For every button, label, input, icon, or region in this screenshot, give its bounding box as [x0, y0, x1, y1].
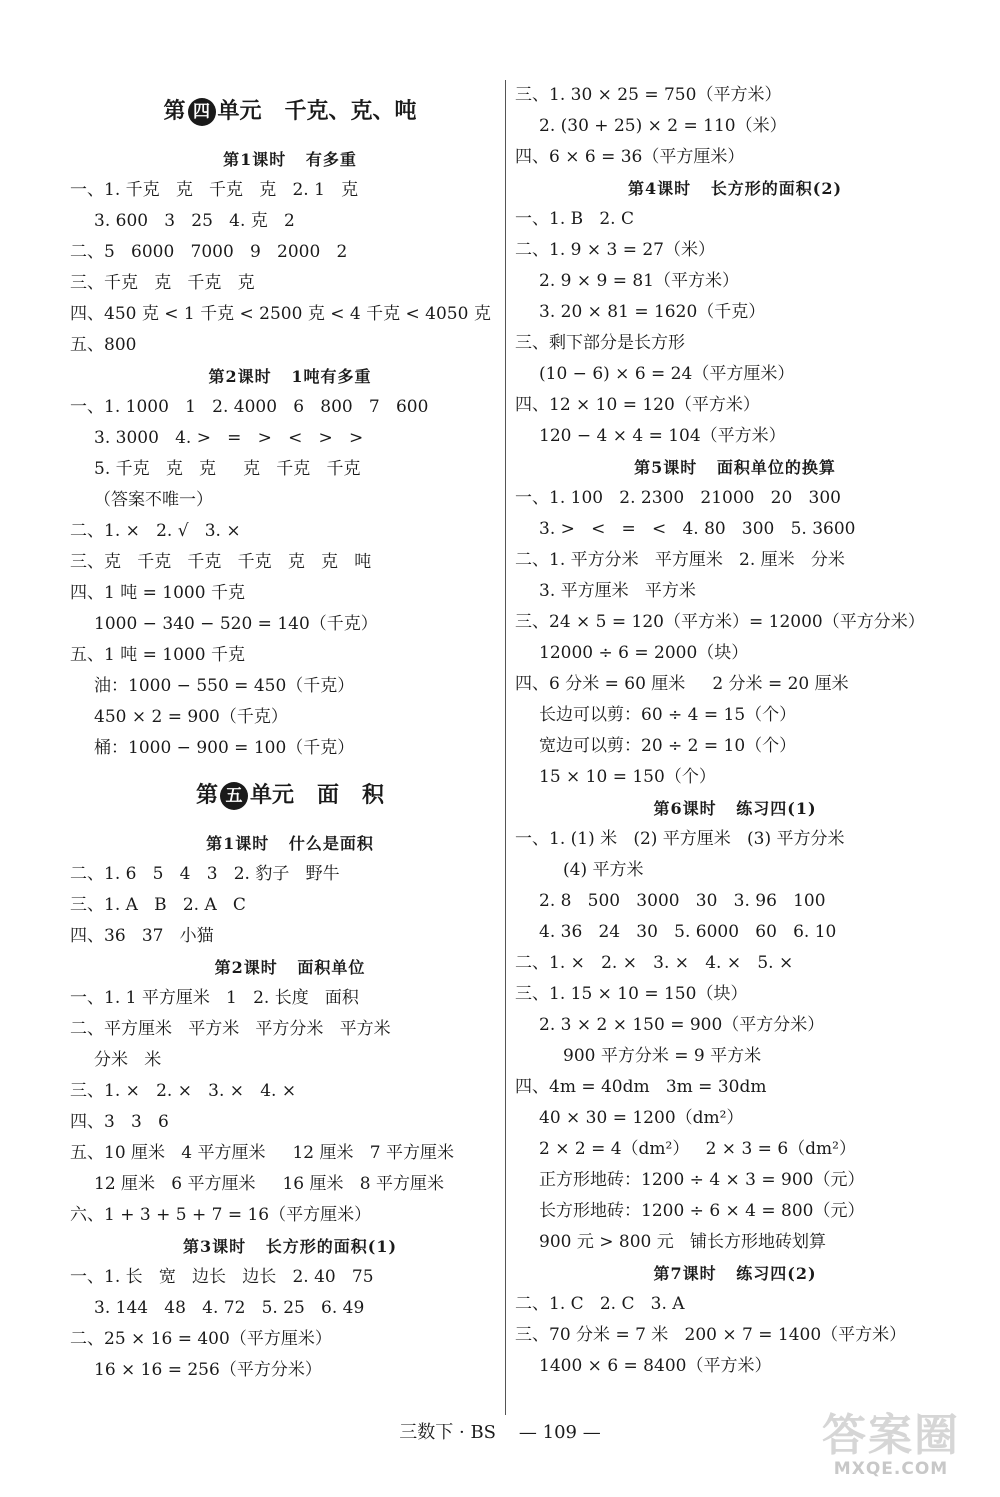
answer-line: (10 − 6) × 6 = 24（平方厘米）	[539, 364, 795, 384]
answer-line: 4. 36 24 30 5. 6000 60 6. 10	[539, 922, 837, 942]
lesson-title: 第4课时 长方形的面积(2)	[627, 179, 843, 198]
answer-line: 五、1 吨 = 1000 千克	[70, 645, 245, 665]
answer-line: 二、平方厘米 平方米 平方分米 平方米	[70, 1019, 391, 1039]
answer-line: 五、10 厘米 4 平方厘米 12 厘米 7 平方厘米	[70, 1143, 454, 1163]
answer-line: 2. (30 + 25) × 2 = 110（米）	[539, 116, 787, 136]
answer-line: 一、1. B 2. C	[515, 209, 634, 229]
answer-line: 3. 20 × 81 = 1620（千克）	[539, 302, 766, 322]
answer-line: 四、3 3 6	[70, 1112, 169, 1132]
answer-line: （答案不唯一）	[94, 490, 213, 510]
unit-prefix: 第	[196, 783, 219, 808]
answer-line: 一、1. (1) 米 (2) 平方厘米 (3) 平方分米	[515, 829, 845, 849]
answer-line: 3. 平方厘米 平方米	[539, 581, 696, 601]
answer-line: 3. > < = < 4. 80 300 5. 3600	[539, 519, 856, 539]
right-column	[515, 80, 955, 1382]
answer-line: 3. 144 48 4. 72 5. 25 6. 49	[94, 1298, 365, 1318]
answer-line: 2. 8 500 3000 30 3. 96 100	[539, 891, 826, 911]
lesson-title: 第6课时 练习四(1)	[653, 799, 817, 818]
answer-line: 三、1. × 2. × 3. × 4. ×	[70, 1081, 297, 1101]
answer-line: 三、24 × 5 = 120（平方米）= 12000（平方分米）	[515, 612, 925, 632]
unit-title: 单元 面 积	[250, 783, 384, 808]
watermark-url: MXQE.COM	[833, 1459, 949, 1479]
answer-line: 二、1. 9 × 3 = 27（米）	[515, 240, 715, 260]
answer-line: 3. 3000 4. > = > < > >	[94, 428, 364, 448]
answer-line: 四、450 克 < 1 千克 < 2500 克 < 4 千克 < 4050 克	[70, 304, 491, 324]
answer-line: 一、1. 千克 克 千克 克 2. 1 克	[70, 180, 359, 200]
answer-line: 二、1. × 2. × 3. × 4. × 5. ×	[515, 953, 794, 973]
answer-line: 分米 米	[94, 1050, 162, 1070]
answer-line: 900 平方分米 = 9 平方米	[563, 1046, 762, 1066]
watermark-text: 答案圈	[822, 1410, 960, 1461]
answer-line: 40 × 30 = 1200（dm²）	[539, 1108, 744, 1128]
lesson-title: 第5课时 面积单位的换算	[634, 458, 836, 477]
answer-line: 二、1. C 2. C 3. A	[515, 1294, 685, 1314]
answer-line: 二、1. × 2. √ 3. ×	[70, 521, 241, 541]
answer-line: 3. 600 3 25 4. 克 2	[94, 211, 295, 231]
answer-line: 四、4m = 40dm 3m = 30dm	[515, 1077, 767, 1097]
answer-line: 三、克 千克 千克 千克 克 克 吨	[70, 552, 372, 572]
unit-4-heading	[70, 80, 510, 144]
answer-line: 四、36 37 小猫	[70, 926, 214, 946]
answer-line: 四、12 × 10 = 120（平方米）	[515, 395, 760, 415]
answer-line: 5. 千克 克 克 克 千克 千克	[94, 459, 361, 479]
unit-title: 单元 千克、克、吨	[217, 99, 417, 124]
lesson-title: 第3课时 长方形的面积(1)	[182, 1237, 398, 1256]
lesson-title: 第1课时 有多重	[223, 150, 357, 169]
unit-number-badge: 五	[220, 782, 248, 810]
unit-number-badge: 四	[188, 98, 216, 126]
answer-line: 16 × 16 = 256（平方分米）	[94, 1360, 322, 1380]
answer-line: 12000 ÷ 6 = 2000（块）	[539, 643, 749, 663]
answer-line: 四、6 分米 = 60 厘米 2 分米 = 20 厘米	[515, 674, 849, 694]
answer-line: 五、800	[70, 335, 137, 355]
answer-line: 450 × 2 = 900（千克）	[94, 707, 288, 727]
answer-line: 2 × 2 = 4（dm²） 2 × 3 = 6（dm²）	[539, 1139, 856, 1159]
answer-line: 三、1. 30 × 25 = 750（平方米）	[515, 85, 782, 105]
answer-line: 四、6 × 6 = 36（平方厘米）	[515, 147, 745, 167]
answer-line: 1000 − 340 − 520 = 140（千克）	[94, 614, 378, 634]
watermark-logo	[796, 1410, 986, 1483]
unit-5-heading	[70, 764, 510, 828]
answer-line: (4) 平方米	[563, 860, 644, 880]
answer-line: 15 × 10 = 150（个）	[539, 767, 716, 787]
left-column	[70, 80, 510, 1386]
answer-line: 三、70 分米 = 7 米 200 × 7 = 1400（平方米）	[515, 1325, 907, 1345]
answer-line: 一、1. 100 2. 2300 21000 20 300	[515, 488, 841, 508]
lesson-title: 第2课时 面积单位	[214, 958, 366, 977]
answer-line: 2. 3 × 2 × 150 = 900（平方分米）	[539, 1015, 825, 1035]
answer-line: 二、1. 6 5 4 3 2. 豹子 野牛	[70, 864, 340, 884]
answer-line: 三、1. 15 × 10 = 150（块）	[515, 984, 748, 1004]
answer-line: 一、1. 长 宽 边长 边长 2. 40 75	[70, 1267, 374, 1287]
answer-line: 一、1. 1 平方厘米 1 2. 长度 面积	[70, 988, 359, 1008]
answer-line: 12 厘米 6 平方厘米 16 厘米 8 平方厘米	[94, 1174, 444, 1194]
answer-line: 一、1. 1000 1 2. 4000 6 800 7 600	[70, 397, 429, 417]
answer-line: 四、1 吨 = 1000 千克	[70, 583, 245, 603]
answer-line: 二、1. 平方分米 平方厘米 2. 厘米 分米	[515, 550, 845, 570]
answer-line: 长方形地砖：1200 ÷ 6 × 4 = 800（元）	[539, 1201, 865, 1221]
lesson-title: 第2课时 1吨有多重	[208, 367, 372, 386]
unit-prefix: 第	[163, 99, 186, 124]
answer-line: 二、5 6000 7000 9 2000 2	[70, 242, 348, 262]
answer-line: 三、千克 克 千克 克	[70, 273, 255, 293]
answer-line: 二、25 × 16 = 400（平方厘米）	[70, 1329, 332, 1349]
answer-line: 长边可以剪：60 ÷ 4 = 15（个）	[539, 705, 797, 725]
lesson-title: 第1课时 什么是面积	[206, 834, 374, 853]
answer-line: 桶：1000 − 900 = 100（千克）	[94, 738, 355, 758]
answer-line: 1400 × 6 = 8400（平方米）	[539, 1356, 772, 1376]
answer-line: 2. 9 × 9 = 81（平方米）	[539, 271, 739, 291]
answer-line: 正方形地砖：1200 ÷ 4 × 3 = 900（元）	[539, 1170, 865, 1190]
page-footer: 三数下 · BS — 109 —	[399, 1422, 601, 1443]
lesson-title: 第7课时 练习四(2)	[653, 1264, 817, 1283]
answer-line: 六、1 + 3 + 5 + 7 = 16（平方厘米）	[70, 1205, 372, 1225]
answer-line: 三、剩下部分是长方形	[515, 333, 685, 353]
answer-line: 油：1000 − 550 = 450（千克）	[94, 676, 355, 696]
answer-line: 三、1. A B 2. A C	[70, 895, 246, 915]
answer-line: 900 元 > 800 元 铺长方形地砖划算	[539, 1232, 826, 1252]
answer-line: 宽边可以剪：20 ÷ 2 = 10（个）	[539, 736, 797, 756]
answer-line: 120 − 4 × 4 = 104（平方米）	[539, 426, 786, 446]
